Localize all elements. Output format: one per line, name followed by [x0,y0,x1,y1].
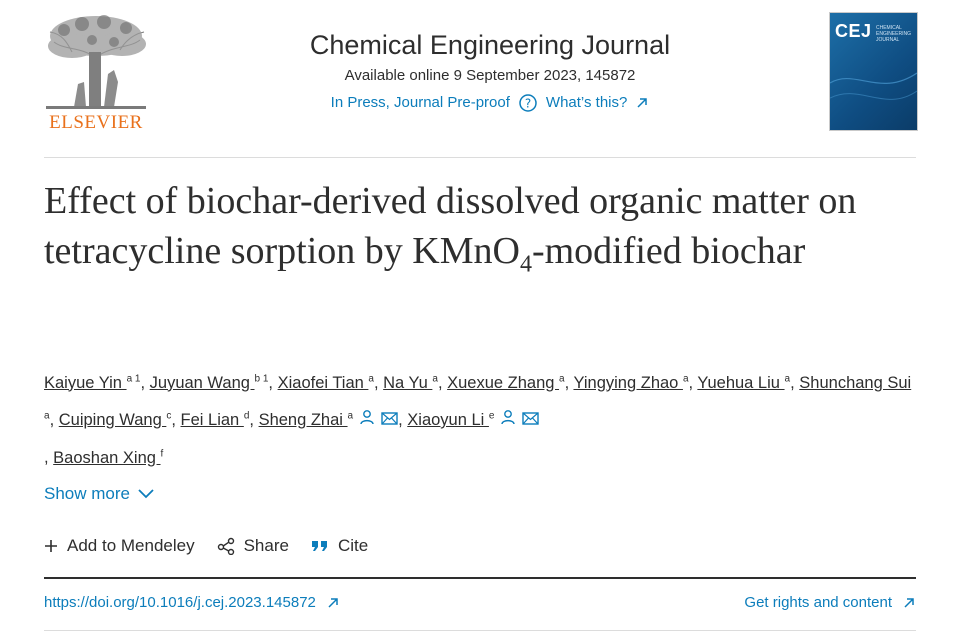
author-entry: Sheng Zhai $^a$ , [259,411,408,429]
in-press-link[interactable]: In Press, Journal Pre-proof [330,94,510,111]
show-more-button[interactable] [44,484,154,504]
share-icon [217,537,235,555]
author-entry [407,411,539,429]
author-entry: Yingying Zhao $^a$, [573,373,698,392]
author-name-link[interactable]: Yingying Zhao [573,373,683,392]
tree-logo-icon [42,12,150,110]
email-icon[interactable] [381,404,398,437]
author-entry: Na Yu $^a$, [383,373,448,392]
show-more-label: Show more [44,484,130,503]
actions-divider [44,577,916,579]
header-divider [44,157,916,158]
author-affiliation-sup[interactable]: b 1 [254,373,269,384]
author-name-link[interactable]: Baoshan Xing [53,448,161,467]
article-title [44,176,904,290]
rights-link[interactable] [744,594,916,611]
title-main: Effect of biochar-derived dissolved organic matter on tetracycline sorption by KMnO [44,180,857,272]
journal-cover-image[interactable] [829,12,918,131]
author-entry [53,449,163,467]
author-affiliation-sup[interactable]: a [432,373,438,384]
cover-label: CEJ [835,21,872,41]
title-subscript: 4 [519,251,532,278]
author-entry: Xuexue Zhang $^a$, [447,373,574,392]
chevron-down-icon [138,489,154,499]
rights-text: Get rights and content [744,594,892,611]
email-icon[interactable] [522,404,539,437]
author-name-link[interactable]: Cuiping Wang [58,411,167,429]
author-entry: Yuehua Liu $^a$, [697,373,800,392]
author-name-link[interactable]: Sheng Zhai [258,411,348,429]
author-name-link[interactable]: Na Yu [383,373,433,392]
cite-button[interactable] [311,536,368,556]
author-affiliation-sup[interactable]: a 1 [126,373,141,384]
author-affiliation-sup[interactable]: c [166,410,172,422]
article-actions [44,536,390,556]
cover-pattern-icon [830,13,917,130]
author-name-link[interactable]: Kaiyue Yin [44,373,127,392]
doi-text: https://doi.org/10.1016/j.cej.2023.145872 [44,594,316,611]
cite-label: Cite [337,536,369,555]
elsevier-wordmark: ELSEVIER [49,112,143,133]
author-affiliation-sup[interactable]: a [347,410,354,422]
author-name-link[interactable]: Fei Lian [180,411,244,429]
external-arrow-icon [326,596,340,610]
press-status-row [200,92,780,114]
author-list: Kaiyue Yin $^{a 1}$, Juyuan Wang $^{b 1}$, Xiaofei Tian $^a$, Na Yu $^a$, Xuexue Zhang $^a$, Yingying Zhao $^a$, Yuehua Liu $^a$, Shunchang Sui $^a$, Cuiping Wang $^c$, Fei Lian $^d$, Sheng Zhai $^a$ , Xiaoyun Li $^e$ , Baoshan Xing $^f$ [44,373,912,467]
author-entry: Fei Lian $^d$, [180,410,259,429]
help-circle-icon[interactable] [518,93,538,113]
author-affiliation-sup[interactable]: a [784,373,791,384]
author-affiliation-sup[interactable]: a [559,373,565,384]
author-affiliation-sup[interactable]: e [488,410,495,422]
author-entry: Juyuan Wang $^{b 1}$, [149,373,278,392]
add-to-mendeley-label: Add to Mendeley [67,536,195,555]
whats-this-link[interactable]: What’s this? [545,94,628,111]
author-name-link[interactable]: Shunchang Sui [799,373,912,392]
author-name-link[interactable]: Xuexue Zhang [447,373,560,392]
external-arrow-icon [635,96,649,110]
quote-icon [311,539,329,553]
share-button[interactable] [217,536,289,556]
external-arrow-icon [902,596,916,610]
elsevier-logo[interactable] [42,12,150,134]
author-entry: Cuiping Wang $^c$, [58,410,181,429]
plus-icon [44,539,58,553]
title-tail: -modified biochar [531,230,806,272]
author-entry: Shunchang Sui $^a$, [44,373,912,429]
author-affiliation-sup[interactable]: f [160,448,164,460]
journal-title[interactable]: Chemical Engineering Journal [309,30,671,60]
author-entry: Kaiyue Yin $^{a 1}$, [44,373,150,392]
author-name-link[interactable]: Xiaoyun Li [407,411,489,429]
author-name-link[interactable]: Yuehua Liu [697,373,785,392]
journal-header [0,0,960,158]
cover-subtitle: CHEMICAL ENGINEERING JOURNAL [876,25,912,43]
journal-info [200,28,780,114]
add-to-mendeley-button[interactable] [44,536,195,556]
author-name-link[interactable]: Xiaofei Tian [277,373,369,392]
author-affiliation-sup[interactable]: a [682,373,689,384]
author-affiliation-sup[interactable]: a [368,373,374,384]
doi-link[interactable] [44,594,340,611]
svg-text:?: ? [524,96,532,111]
person-icon[interactable] [500,404,516,437]
available-online: Available online 9 September 2023, 145872 [344,67,636,84]
person-icon[interactable] [359,404,375,437]
author-affiliation-sup[interactable]: d [243,410,250,422]
author-affiliation-sup[interactable]: a [44,410,50,422]
share-label: Share [243,536,289,555]
footer-divider [44,630,916,631]
author-entry: Xiaofei Tian $^a$, [277,373,384,392]
author-name-link[interactable]: Juyuan Wang [149,373,255,392]
